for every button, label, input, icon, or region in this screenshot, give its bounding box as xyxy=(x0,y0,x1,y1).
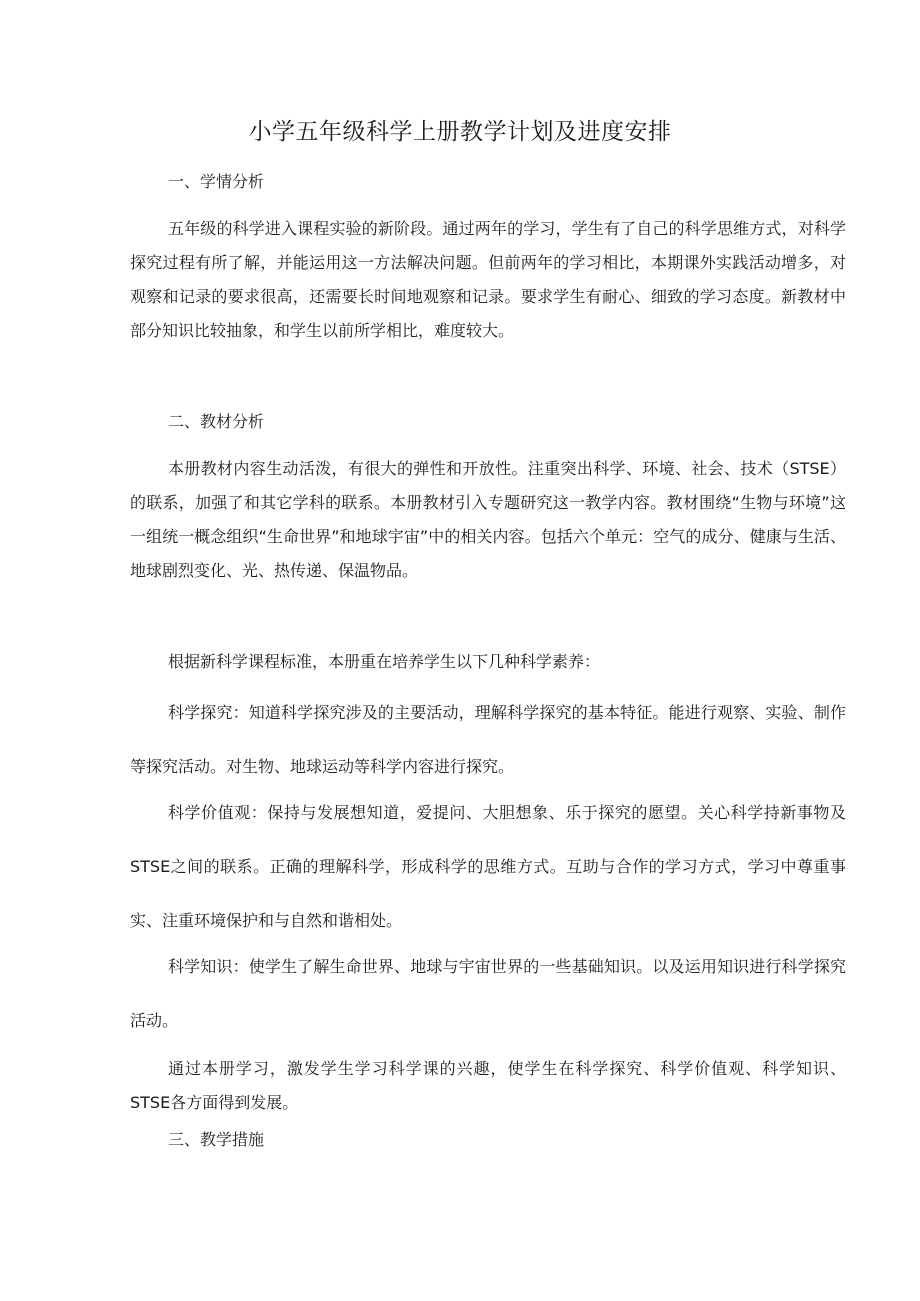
section-heading-teaching-measures: 三、教学措施 xyxy=(168,1130,265,1149)
document-title: 小学五年级科学上册教学计划及进度安排 xyxy=(248,119,672,145)
paragraph-learning-goals: 通过本册学习，激发学生学习科学课的兴趣，使学生在科学探究、科学价值观、科学知识、STSE各方面得到发展。 xyxy=(130,1059,846,1112)
paragraph-student-analysis: 五年级的科学进入课程实验的新阶段。通过两年的学习，学生有了自己的科学思维方式，对科学探究过程有所了解，并能运用这一方法解决问题。但前两年的学习相比，本期课外实践活动增多，对观察和记录的要求很高，还需要长时间地观察和记录。要求学生有耐心、细致的学习态度。新教材中部分知识比较抽象，和学生以前所学相比，难度较大。 xyxy=(130,219,846,340)
paragraph-scientific-knowledge: 科学知识：使学生了解生命世界、地球与宇宙世界的一些基础知识。以及运用知识进行科学探究活动。 xyxy=(130,957,846,1030)
section-heading-student-analysis: 一、学情分析 xyxy=(168,172,265,191)
paragraph-literacy-intro: 根据新科学课程标准，本册重在培养学生以下几种科学素养： xyxy=(168,652,601,671)
section-heading-textbook-analysis: 二、教材分析 xyxy=(168,412,265,431)
paragraph-textbook-overview: 本册教材内容生动活泼，有很大的弹性和开放性。注重突出科学、环境、社会、技术（STSE）的联系，加强了和其它学科的联系。本册教材引入专题研究这一教学内容。教材围绕“生物与环境”这一组统一概念组织“生命世界”和地球宇宙”中的相关内容。包括六个单元：空气的成分、健康与生活、地球剧烈变化、光、热传递、保温物品。 xyxy=(130,459,846,580)
paragraph-scientific-inquiry: 科学探究：知道科学探究涉及的主要活动，理解科学探究的基本特征。能进行观察、实验、制作等探究活动。对生物、地球运动等科学内容进行探究。 xyxy=(130,703,846,776)
paragraph-scientific-values: 科学价值观：保持与发展想知道，爱提问、大胆想象、乐于探究的愿望。关心科学持新事物及STSE之间的联系。正确的理解科学，形成科学的思维方式。互助与合作的学习方式，学习中尊重事实、注重环境保护和与自然和谐相处。 xyxy=(130,803,846,930)
